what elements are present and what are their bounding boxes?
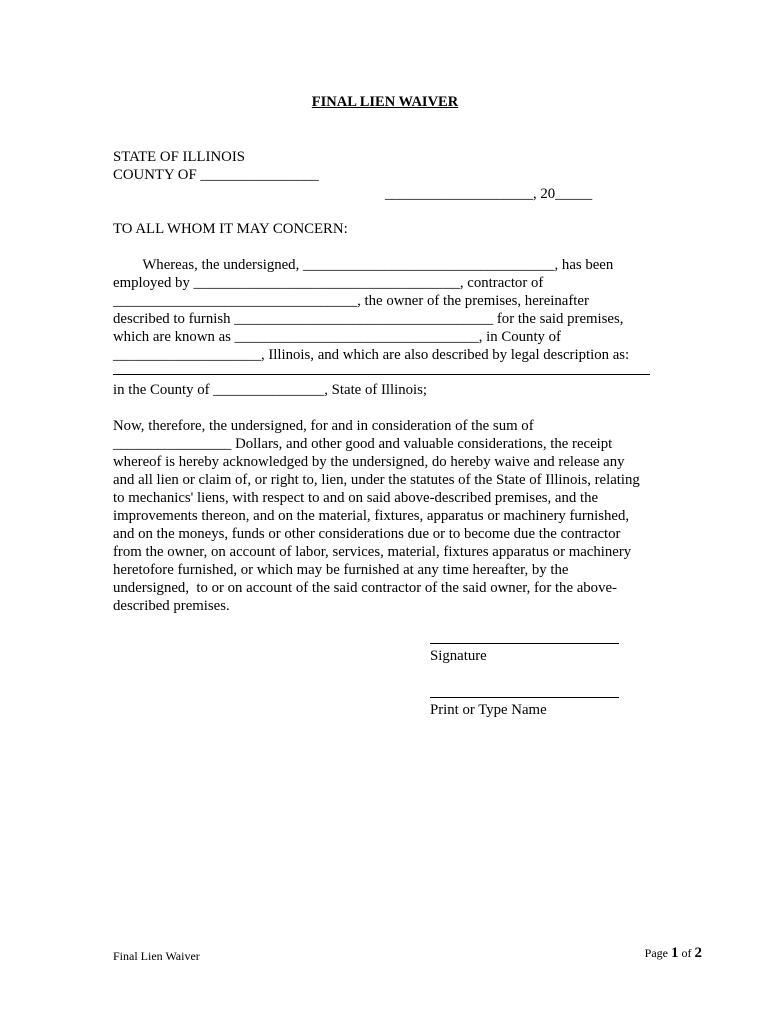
legal-description-blank-line [113,374,650,375]
page-prefix: Page [644,946,671,960]
signature-label: Signature [430,648,487,664]
signature-line [430,643,619,644]
whereas-line-6: ____________________, Illinois, and which are also described by legal description as: [113,347,630,363]
page-current: 1 [671,945,679,961]
county-state-line: in the County of _______________, State of Illinois; [113,382,428,398]
footer-document-name: Final Lien Waiver [113,949,200,963]
now-therefore-line-7: and on the moneys, funds or other considerations due or to become due the contractor [113,526,621,542]
now-therefore-line-3: whereof is hereby acknowledged by the undersigned, do hereby waive and release any [113,454,625,470]
now-therefore-line-2: ________________ Dollars, and other good and valuable considerations, the receipt [113,436,613,452]
now-therefore-line-4: and all lien or claim of, or right to, lien, under the statutes of the State of Illinois, relating [113,472,640,488]
print-name-line [430,697,619,698]
whereas-line-3: _________________________________, the owner of the premises, hereinafter [113,293,589,309]
date-line: ____________________, 20_____ [385,186,593,202]
now-therefore-line-9: heretofore furnished, or which may be furnished at any time hereafter, by the [113,562,569,578]
now-therefore-line-5: to mechanics' liens, with respect to and on said above-described premises, and the [113,490,599,506]
now-therefore-line-6: improvements thereon, and on the material, fixtures, apparatus or machinery furnished, [113,508,630,524]
salutation: TO ALL WHOM IT MAY CONCERN: [113,221,348,237]
now-therefore-line-1: Now, therefore, the undersigned, for and in consideration of the sum of [113,418,534,434]
now-therefore-line-8: from the owner, on account of labor, services, material, fixtures apparatus or machinery [113,544,632,560]
whereas-line-2: employed by ____________________________________, contractor of [113,275,544,291]
page-of: of [678,946,695,960]
page-total: 2 [694,945,702,961]
document-title: FINAL LIEN WAIVER [311,94,459,110]
county-line: COUNTY OF ________________ [113,167,319,183]
whereas-line-1: Whereas, the undersigned, __________________________________, has been [113,257,614,273]
now-therefore-line-10: undersigned, to or on account of the said contractor of the said owner, for the above- [113,580,617,596]
print-name-label: Print or Type Name [430,702,547,718]
whereas-line-5: which are known as _________________________________, in County of [113,329,561,345]
whereas-line-4: described to furnish ___________________________________ for the said premises, [113,311,624,327]
state-line: STATE OF ILLINOIS [113,149,245,165]
now-therefore-line-11: described premises. [113,598,230,614]
footer-page-number [645,945,702,962]
